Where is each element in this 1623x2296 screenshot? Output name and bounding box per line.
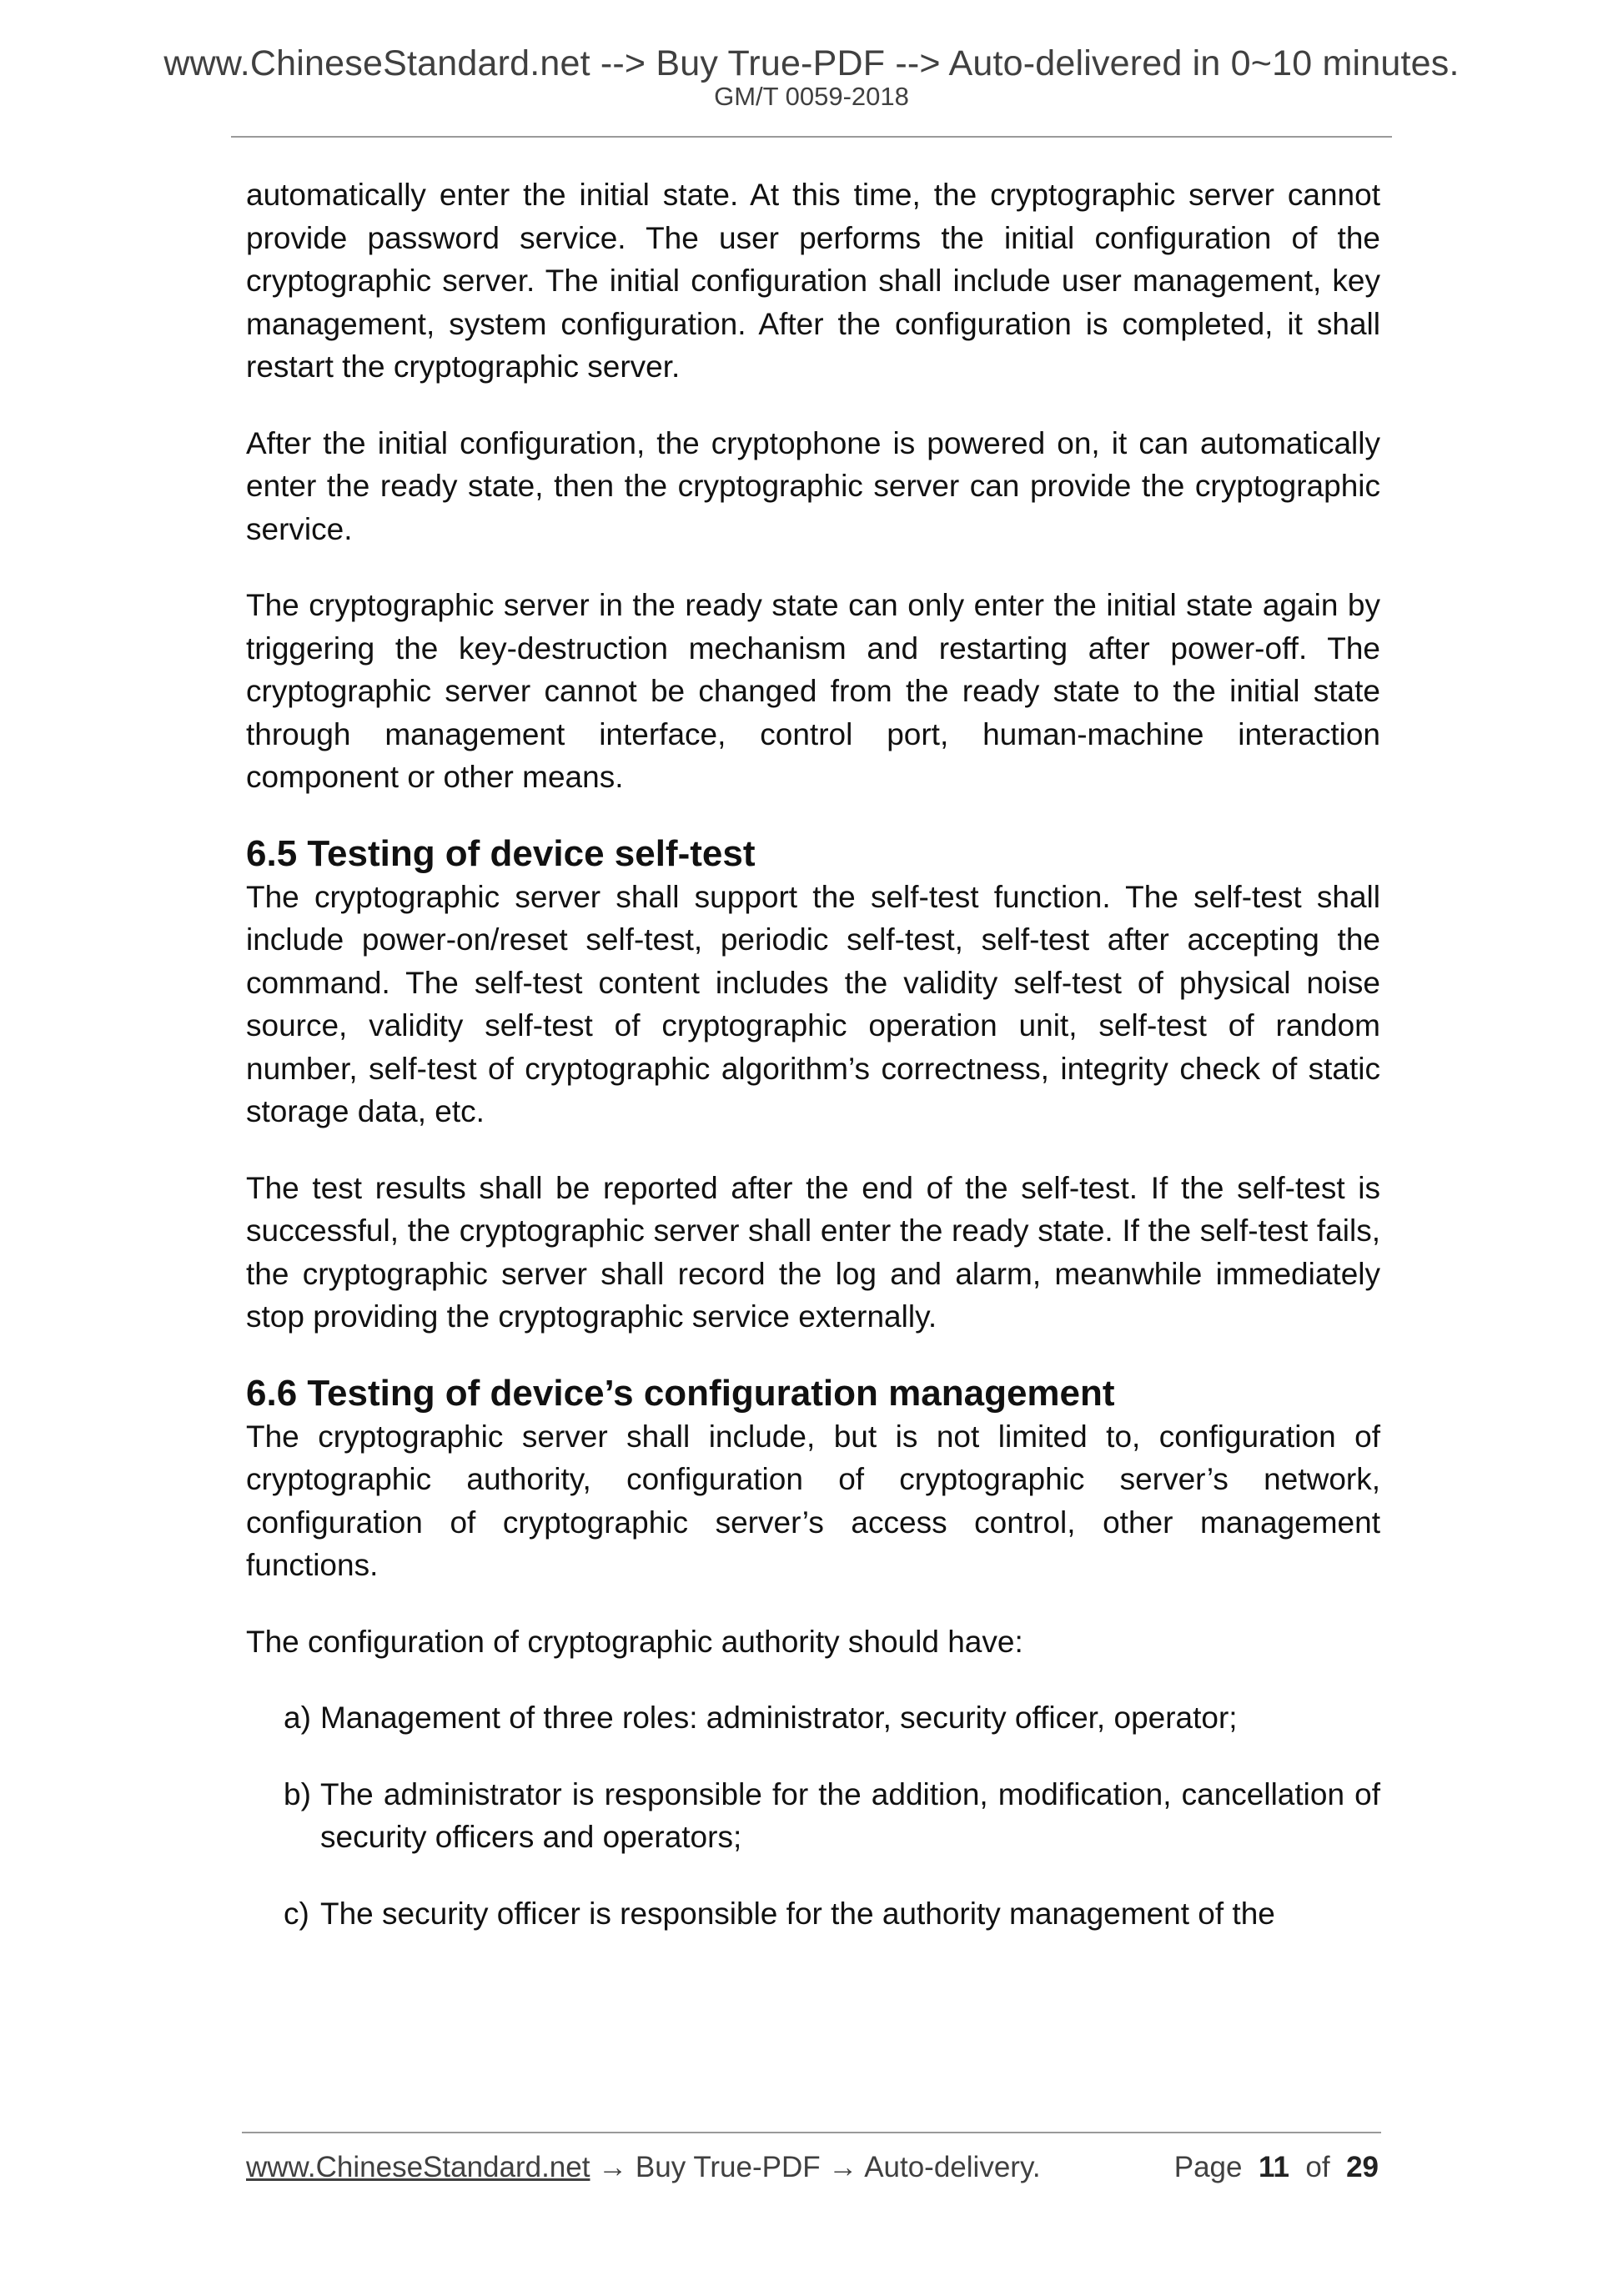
footer-delivery-text: Auto-delivery. bbox=[864, 2151, 1041, 2183]
section-heading-6-6: 6.6 Testing of device’s configuration management bbox=[246, 1372, 1115, 1414]
page-label: Page bbox=[1173, 2151, 1243, 2183]
section-heading-6-5: 6.5 Testing of device self-test bbox=[246, 832, 756, 874]
header-divider bbox=[231, 136, 1392, 138]
footer-links bbox=[246, 2151, 1041, 2184]
paragraph: The test results shall be reported after the end of the self-test. If the self-test is successful, the cryptographic server shall enter the ready state. If the self-test fails, the cryptographic server shall record the log and alarm, meanwhile immediately stop providing the cryptographic service externally. bbox=[246, 1170, 1380, 1334]
list-marker: a) bbox=[284, 1701, 311, 1735]
list-item-text: The security officer is responsible for the authority management of the bbox=[320, 1896, 1275, 1931]
paragraph: The configuration of cryptographic authority should have: bbox=[246, 1624, 1023, 1659]
footer-divider bbox=[242, 2132, 1381, 2133]
paragraph: After the initial configuration, the cryptophone is powered on, it can automatically enter the ready state, then the cryptographic server can provide the cryptographic service. bbox=[246, 425, 1380, 546]
list-item bbox=[284, 1892, 1380, 1936]
total-pages: 29 bbox=[1346, 2151, 1379, 2183]
paragraph: automatically enter the initial state. At this time, the cryptographic server cannot provide password service. The user performs the initial configuration of the cryptographic server. The initial configuration shall include user management, key management, system configuration. After the configuration is completed, it shall restart the cryptographic server. bbox=[246, 178, 1380, 384]
footer-site-link[interactable]: www.ChineseStandard.net bbox=[246, 2151, 590, 2183]
list-marker: b) bbox=[284, 1776, 311, 1811]
list-marker: c) bbox=[284, 1896, 309, 1931]
arrow-icon: → bbox=[590, 2151, 636, 2183]
document-body bbox=[246, 173, 1380, 1968]
of-label: of bbox=[1305, 2151, 1330, 2183]
list-item bbox=[284, 1696, 1380, 1740]
list-item-text: Management of three roles: administrator, security officer, operator; bbox=[320, 1701, 1238, 1735]
footer-buy-text: Buy True-PDF bbox=[635, 2151, 821, 2183]
current-page: 11 bbox=[1258, 2151, 1289, 2183]
paragraph: The cryptographic server shall support the self-test function. The self-test shall include power-on/reset self-test, periodic self-test, self-test after accepting the command. The self-test content includes the validity self-test of physical noise source, validity self-test of cryptographic operation unit, self-test of random number, self-test of cryptographic algorithm’s correctness, integrity check of static storage data, etc. bbox=[246, 879, 1380, 1128]
standard-code: GM/T 0059-2018 bbox=[714, 82, 909, 111]
page-number bbox=[1174, 2151, 1379, 2184]
paragraph: The cryptographic server shall include, but is not limited to, configuration of cryptographic authority, configuration of cryptographic server’s network, configuration of cryptographic server’s access control, other management functions. bbox=[246, 1419, 1380, 1582]
list-item-text: The administrator is responsible for the addition, modification, cancellation of security officers and operators; bbox=[320, 1776, 1380, 1854]
top-banner: www.ChineseStandard.net --> Buy True-PDF --> Auto-delivered in 0~10 minutes. bbox=[163, 43, 1460, 83]
paragraph: The cryptographic server in the ready state can only enter the initial state again by triggering the key-destruction mechanism and restarting after power-off. The cryptographic server cannot be changed from the ready state to the initial state through management interface, control port, human-machine interaction component or other means. bbox=[246, 588, 1380, 794]
arrow-icon: → bbox=[820, 2151, 865, 2183]
page-footer bbox=[246, 2151, 1380, 2193]
list-item bbox=[284, 1773, 1380, 1859]
